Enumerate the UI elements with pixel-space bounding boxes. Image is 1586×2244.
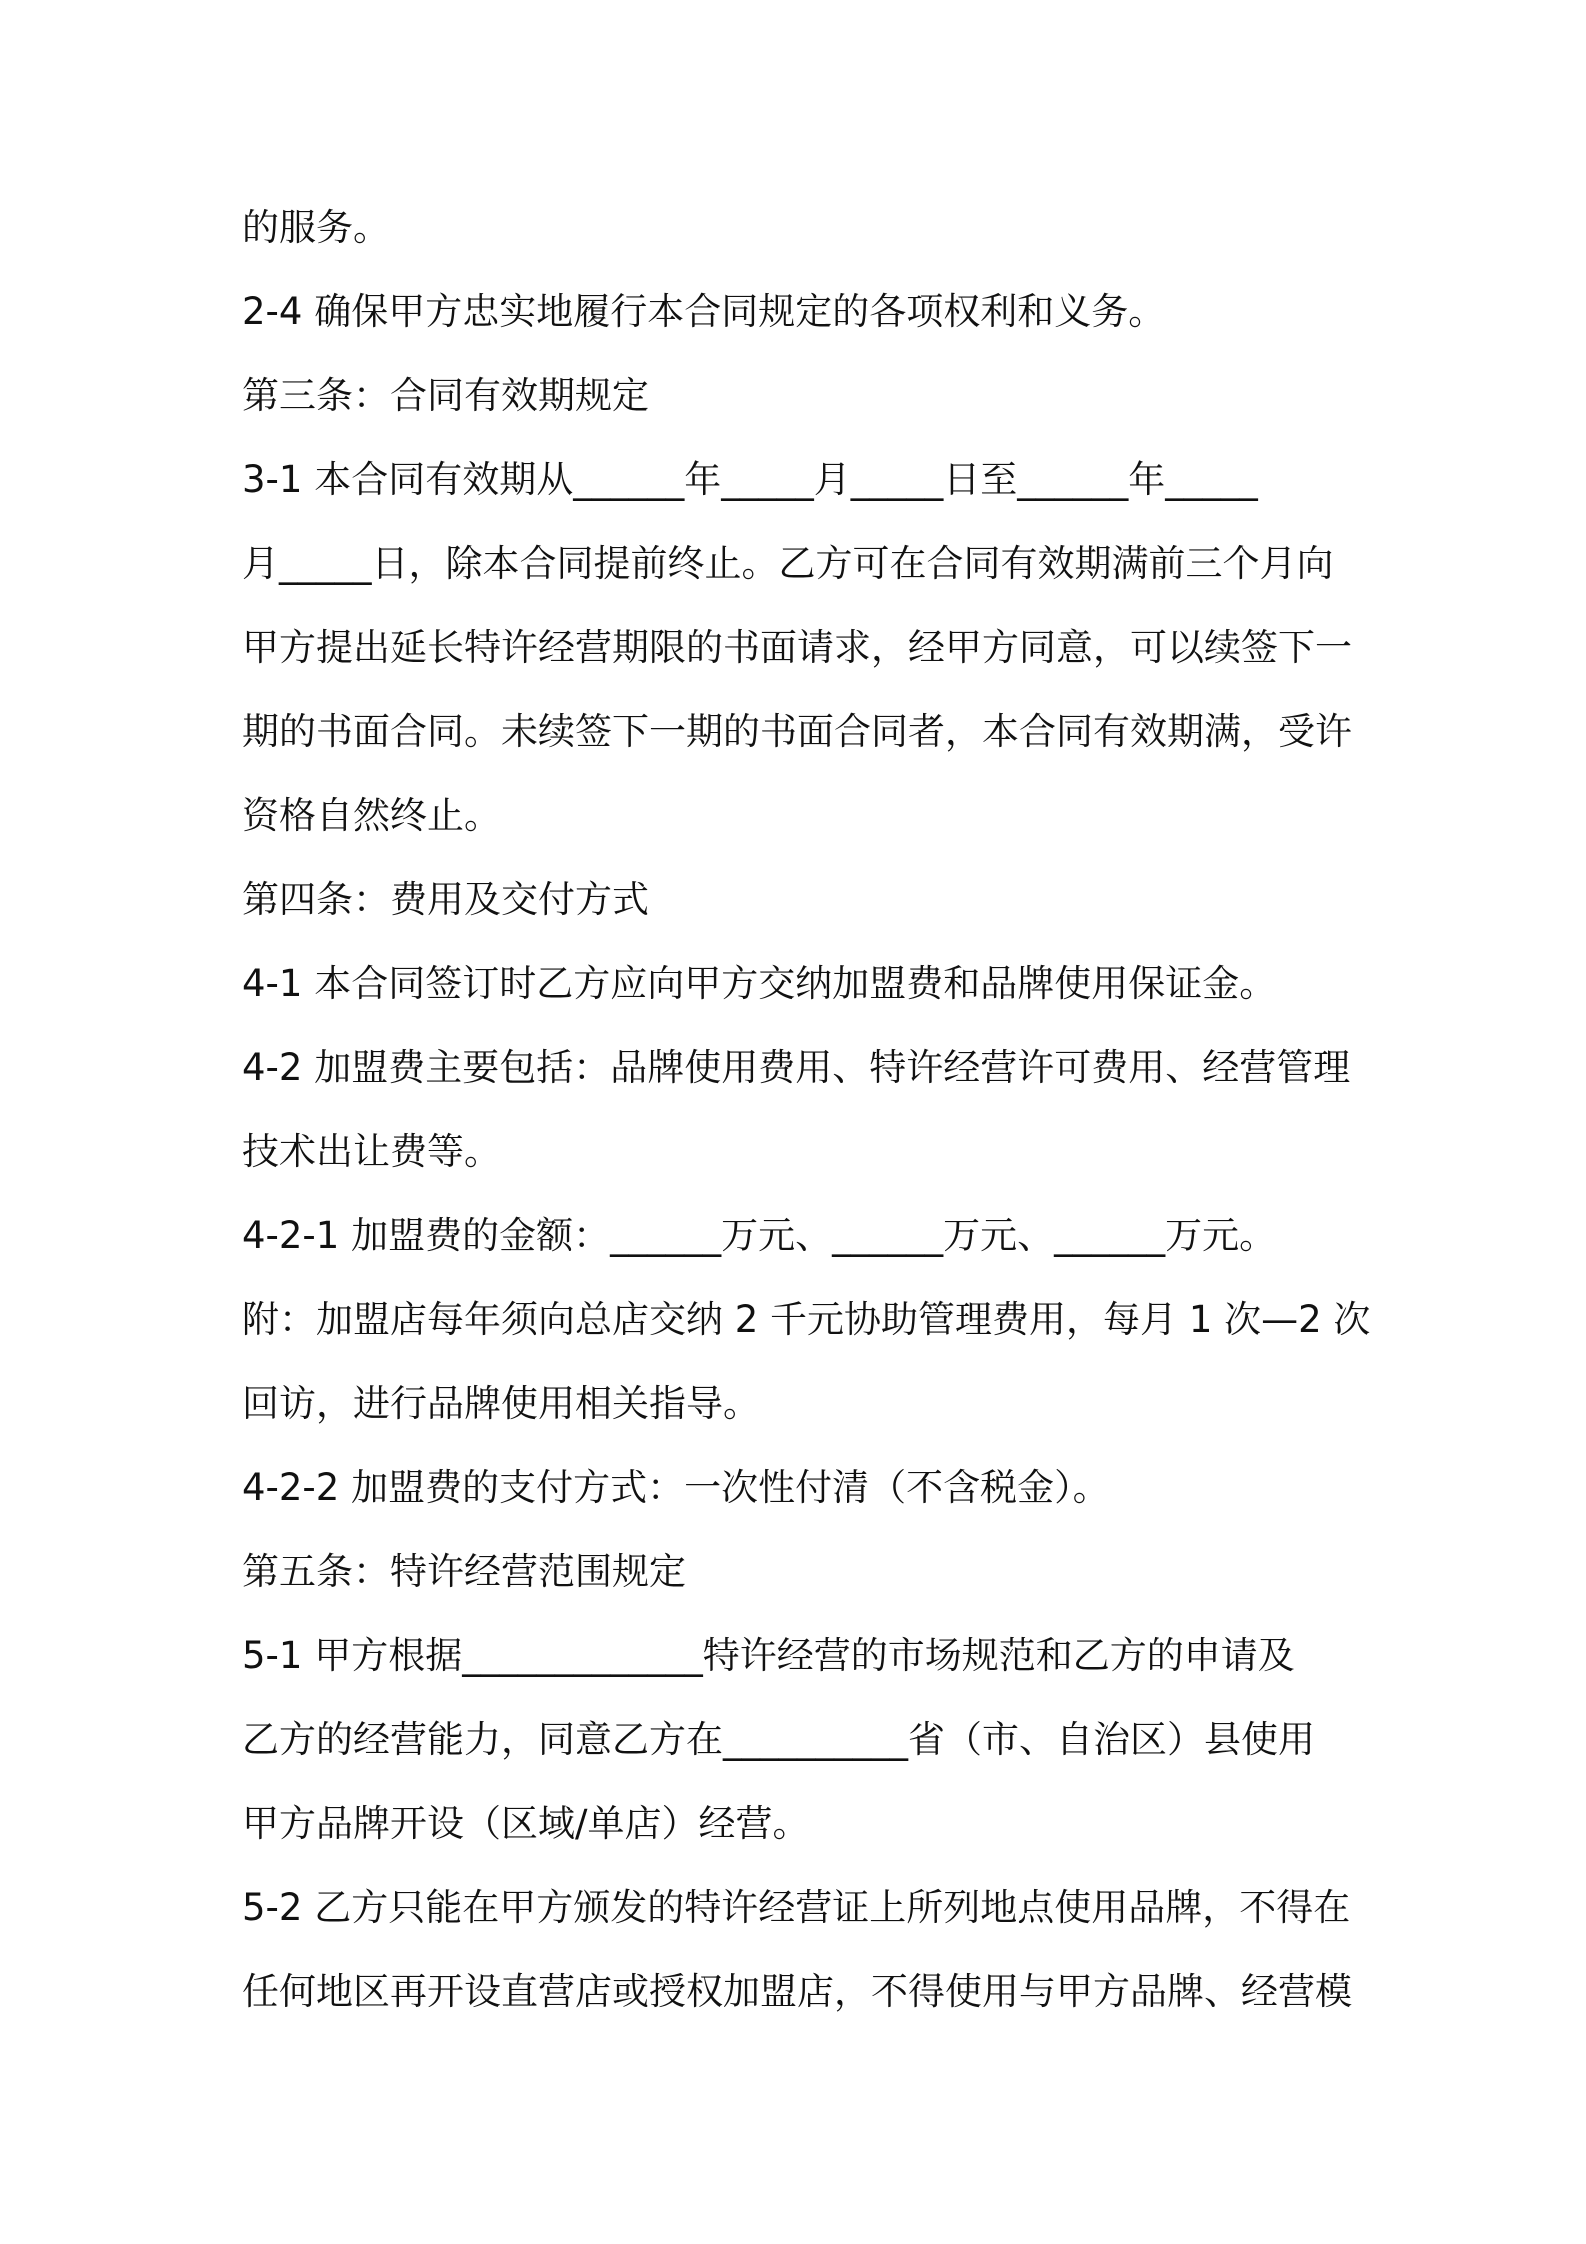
- text-line: 4-2-2 加盟费的支付方式：一次性付清（不含税金）。: [242, 1466, 1110, 1509]
- text-line: 乙方的经营能力，同意乙方在__________省（市、自治区）县使用: [242, 1718, 1315, 1761]
- section-heading: 第四条：费用及交付方式: [242, 878, 649, 921]
- text-line: 3-1 本合同有效期从______年_____月_____日至______年_____: [242, 458, 1258, 501]
- text-line: 5-1 甲方根据_____________特许经营的市场规范和乙方的申请及: [242, 1634, 1295, 1677]
- section-heading: 第五条：特许经营范围规定: [242, 1550, 686, 1593]
- section-heading: 第三条：合同有效期规定: [242, 374, 649, 417]
- text-line: 4-2 加盟费主要包括：品牌使用费用、特许经营许可费用、经营管理: [242, 1046, 1351, 1089]
- text-line: 回访，进行品牌使用相关指导。: [242, 1382, 760, 1425]
- text-line: 附：加盟店每年须向总店交纳 2 千元协助管理费用，每月 1 次—2 次: [242, 1298, 1371, 1341]
- text-line: 5-2 乙方只能在甲方颁发的特许经营证上所列地点使用品牌，不得在: [242, 1886, 1351, 1929]
- text-line: 4-1 本合同签订时乙方应向甲方交纳加盟费和品牌使用保证金。: [242, 962, 1277, 1005]
- text-line: 资格自然终止。: [242, 794, 501, 837]
- text-line: 甲方提出延长特许经营期限的书面请求，经甲方同意，可以续签下一: [242, 626, 1352, 669]
- text-line: 任何地区再开设直营店或授权加盟店，不得使用与甲方品牌、经营模: [242, 1970, 1352, 2013]
- text-line: 2-4 确保甲方忠实地履行本合同规定的各项权利和义务。: [242, 290, 1166, 333]
- text-line: 月_____日，除本合同提前终止。乙方可在合同有效期满前三个月向: [242, 542, 1334, 585]
- text-line: 期的书面合同。未续签下一期的书面合同者，本合同有效期满，受许: [242, 710, 1352, 753]
- text-line: 甲方品牌开设（区域/单店）经营。: [242, 1802, 810, 1845]
- text-line: 技术出让费等。: [242, 1130, 501, 1173]
- text-line: 4-2-1 加盟费的金额：______万元、______万元、______万元。: [242, 1214, 1277, 1257]
- text-line: 的服务。: [242, 206, 390, 249]
